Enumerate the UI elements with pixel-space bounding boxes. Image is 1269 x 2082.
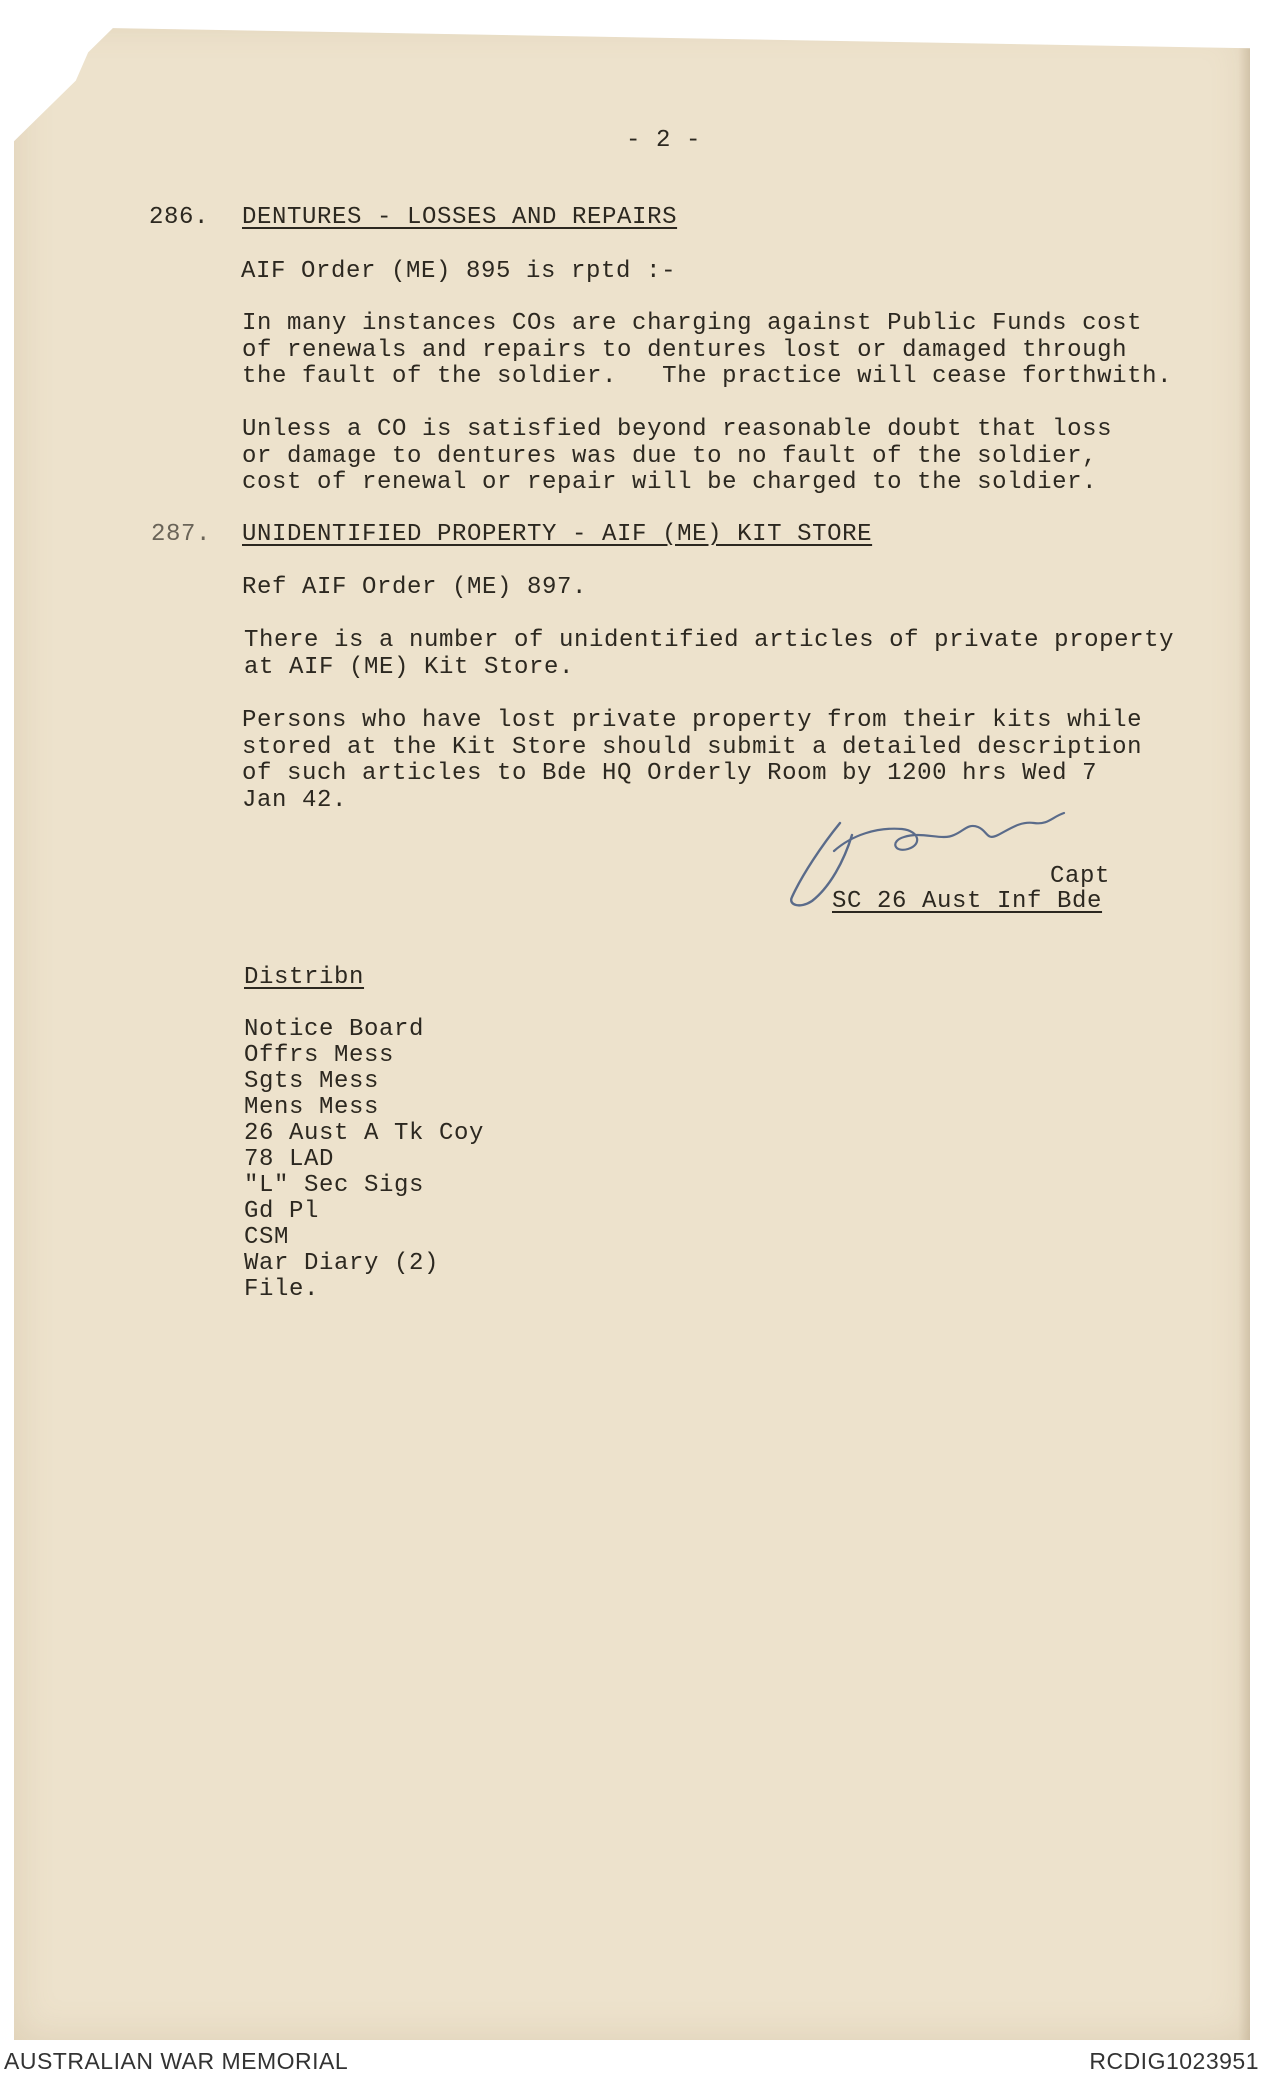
section-286-para1: [242, 311, 1172, 391]
list-item: Gd Pl: [244, 1198, 320, 1225]
text-line: or damage to dentures was due to no fault of the soldier,: [242, 442, 1098, 470]
list-item: Sgts Mess: [244, 1068, 380, 1095]
text-line: at AIF (ME) Kit Store.: [244, 653, 575, 681]
list-item: Mens Mess: [244, 1094, 380, 1121]
text-line: There is a number of unidentified articles of private property: [244, 627, 1175, 654]
section-286-number: 286.: [149, 204, 210, 231]
text-line: Persons who have lost private property from their kits while: [242, 707, 1143, 734]
text-line: of renewals and repairs to dentures lost or damaged through: [242, 336, 1128, 364]
list-item: 78 LAD: [244, 1146, 335, 1173]
distribution-heading: Distribn: [244, 964, 365, 991]
section-287-para2: [242, 708, 1142, 814]
signature-rank: Capt: [1050, 863, 1111, 890]
section-286-order-ref: AIF Order (ME) 895 is rptd :-: [241, 258, 677, 285]
signature-appointment: SC 26 Aust Inf Bde: [832, 888, 1103, 915]
section-286-para2: [242, 417, 1112, 497]
list-item: War Diary (2): [244, 1250, 440, 1277]
text-line: Jan 42.: [242, 786, 348, 814]
footer-record-id: RCDIG1023951: [1089, 2048, 1259, 2074]
section-287-heading: UNIDENTIFIED PROPERTY - AIF (ME) KIT STORE: [242, 521, 873, 548]
section-286-heading: DENTURES - LOSSES AND REPAIRS: [242, 204, 678, 231]
text-line: the fault of the soldier. The practice will cease forthwith.: [242, 363, 1173, 390]
footer-archive-name: AUSTRALIAN WAR MEMORIAL: [4, 2048, 349, 2074]
distribution-list: [244, 1017, 484, 1303]
page-number: - 2 -: [626, 127, 702, 154]
text-line: Unless a CO is satisfied beyond reasonable doubt that loss: [242, 416, 1113, 443]
list-item: "L" Sec Sigs: [244, 1172, 425, 1199]
section-287-order-ref: Ref AIF Order (ME) 897.: [242, 574, 588, 601]
text-line: stored at the Kit Store should submit a detailed description: [242, 733, 1143, 761]
list-item: 26 Aust A Tk Coy: [244, 1120, 485, 1147]
text-line: cost of renewal or repair will be charged to the soldier.: [242, 469, 1098, 496]
list-item: Notice Board: [244, 1016, 425, 1043]
section-287-para1: [244, 628, 1174, 681]
list-item: File.: [244, 1276, 320, 1303]
text-line: of such articles to Bde HQ Orderly Room by 1200 hrs Wed 7: [242, 760, 1098, 787]
list-item: Offrs Mess: [244, 1042, 395, 1069]
list-item: CSM: [244, 1224, 290, 1251]
text-line: In many instances COs are charging against Public Funds cost: [242, 310, 1143, 337]
section-287-number: 287.: [151, 521, 212, 548]
